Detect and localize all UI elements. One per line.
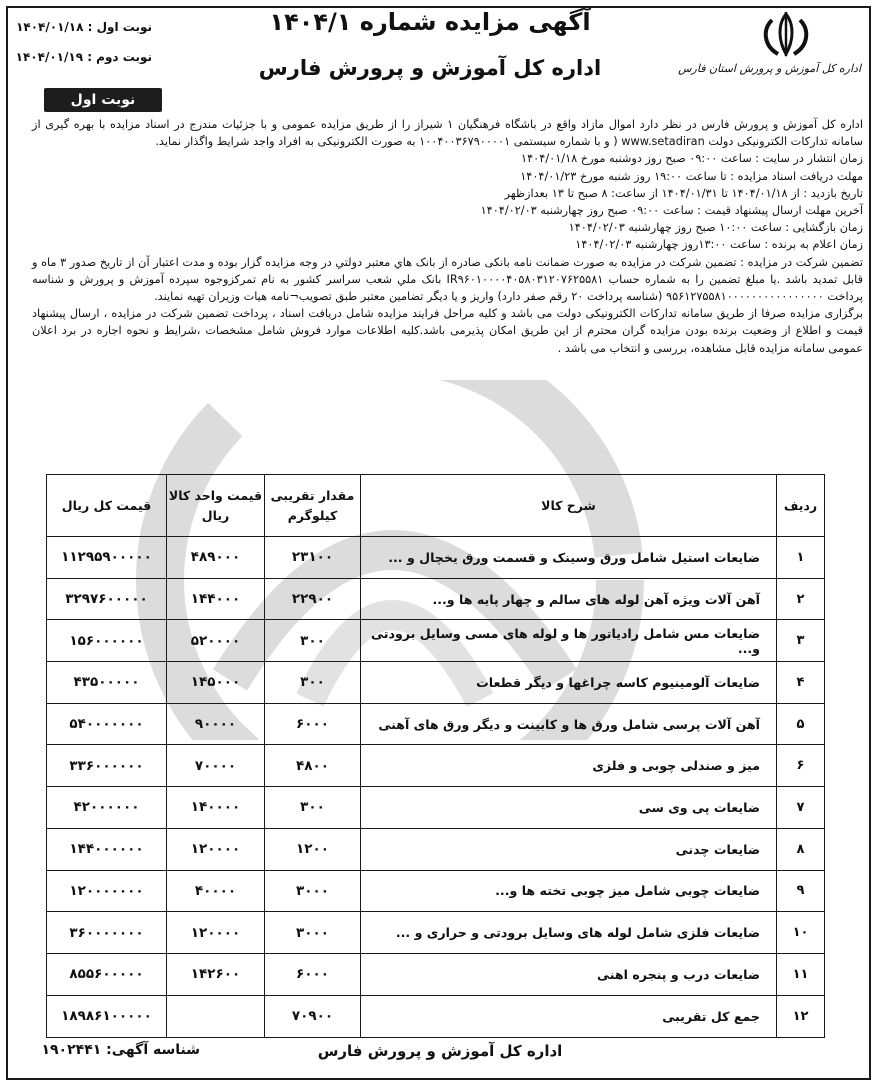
row-number-cell: ۴	[777, 662, 825, 704]
winner-announcement-line: زمان اعلام به برنده : ساعت ۱۳:۰۰روز چهارشنبه ۱۴۰۴/۰۲/۰۳	[575, 238, 863, 252]
row-number-cell: ۵	[777, 703, 825, 745]
unit-price-cell: ۱۴۵۰۰۰	[167, 662, 265, 704]
quantity-cell: ۱۲۰۰	[265, 828, 361, 870]
notice-title: آگهی مزایده شماره ۱۴۰۴/۱	[269, 8, 591, 36]
header-total-price: قیمت کل ریال	[47, 475, 167, 537]
row-number-cell: ۱۰	[777, 912, 825, 954]
description-cell: ضایعات چوبی شامل میز چوبی تخته ها و...	[361, 870, 777, 912]
description-cell: ضایعات استیل شامل ورق وسینک و قسمت ورق یخچال و ...	[361, 537, 777, 579]
total-price-cell: ۳۳۶۰۰۰۰۰۰	[47, 745, 167, 787]
visit-date-line: تاریخ بازدید : از ۱۴۰۴/۰۱/۱۸ تا ۱۴۰۴/۰۱/۳۱ از ساعت: ۸ صبح تا ۱۳ بعدازظهر	[504, 186, 863, 200]
table-row	[47, 537, 825, 579]
unit-price-cell	[167, 995, 265, 1037]
row-number-cell: ۱	[777, 537, 825, 579]
header-row-number: ردیف	[777, 475, 825, 537]
row-number-cell: ۱۱	[777, 953, 825, 995]
table-row	[47, 870, 825, 912]
turn-first-date: نوبت اول : ۱۴۰۴/۰۱/۱۸	[16, 20, 152, 34]
total-price-cell: ۱۵۶۰۰۰۰۰۰	[47, 620, 167, 662]
description-cell: ضایعات پی وی سی	[361, 787, 777, 829]
unit-price-cell: ۱۴۲۶۰۰	[167, 953, 265, 995]
table-row	[47, 953, 825, 995]
total-price-cell: ۵۴۰۰۰۰۰۰۰	[47, 703, 167, 745]
footer-organization: اداره کل آموزش و پرورش فارس	[317, 1042, 563, 1060]
unit-price-cell: ۱۲۰۰۰۰	[167, 828, 265, 870]
table-row	[47, 578, 825, 620]
row-number-cell: ۲	[777, 578, 825, 620]
description-cell: آهن آلات ویژه آهن لوله های سالم و چهار پایه ها و...	[361, 578, 777, 620]
row-number-cell: ۶	[777, 745, 825, 787]
table-row	[47, 787, 825, 829]
total-price-cell: ۴۲۰۰۰۰۰۰	[47, 787, 167, 829]
quantity-cell: ۲۳۱۰۰	[265, 537, 361, 579]
header-unit-price: قیمت واحد کالا ریال	[167, 475, 265, 537]
row-number-cell: ۷	[777, 787, 825, 829]
table-row	[47, 703, 825, 745]
row-number-cell: ۸	[777, 828, 825, 870]
total-price-cell: ۴۳۵۰۰۰۰۰	[47, 662, 167, 704]
description-cell: ضایعات آلومینیوم کاسه چراغها و دیگر قطعات	[361, 662, 777, 704]
quantity-cell: ۷۰۹۰۰	[265, 995, 361, 1037]
total-row	[47, 995, 825, 1037]
header-quantity: مقدار تقریبی کیلوگرم	[265, 475, 361, 537]
guarantee-paragraph: تضمین شرکت در مزایده : تضمین شرکت در مزایده به صورت ضمانت نامه بانکی صادره از بانک هاي معتبر دولتي در وجه مزایده گزار بوده و مدت اعتبار آن از تاریخ صدور ۳ ماه و قابل تمدید باشد .یا مبلغ تضمین را به شماره حساب IR۹۶۰۱۰۰۰۰۴۰۵۸۰۳۱۲۰۷۶۲۵۵۸۱ بانک ملي شعب سراسر کشور به نام تمرکزوجوه سپرده آموزش و پرورش و شناسه پرداخت ۹۵۶۱۲۷۵۵۸۱۰۰۰۰۰۰۰۰۰۰۰۰۰۰۰۰ (شناسه پرداخت ۲۰ رقم صفر دارد) واریز و یا دیگر تضامین معتبر طبق تصویب¬نامه هیات وزیران تهیه نمایند.	[32, 255, 863, 304]
unit-price-cell: ۹۰۰۰۰	[167, 703, 265, 745]
unit-price-cell: ۱۴۰۰۰۰	[167, 787, 265, 829]
quantity-cell: ۲۲۹۰۰	[265, 578, 361, 620]
description-cell: ضایعات فلزی شامل لوله های وسایل برودتی و حراری و ...	[361, 912, 777, 954]
quantity-cell: ۴۸۰۰	[265, 745, 361, 787]
table-row	[47, 745, 825, 787]
publish-time-line: زمان انتشار در سایت : ساعت ۰۹:۰۰ صبح روز دوشنبه مورخ ۱۴۰۴/۰۱/۱۸	[521, 152, 863, 166]
total-price-cell: ۱۲۰۰۰۰۰۰۰	[47, 870, 167, 912]
description-cell: ضایعات درب و پنجره اهنی	[361, 953, 777, 995]
table-header-row	[47, 475, 825, 537]
total-price-cell: ۳۲۹۷۶۰۰۰۰۰	[47, 578, 167, 620]
turn-badge: نوبت اول	[44, 88, 162, 112]
notice-body	[32, 116, 863, 357]
quantity-cell: ۳۰۰	[265, 662, 361, 704]
unit-price-cell: ۴۰۰۰۰	[167, 870, 265, 912]
quantity-cell: ۳۰۰۰	[265, 870, 361, 912]
unit-price-cell: ۷۰۰۰۰	[167, 745, 265, 787]
organization-title: اداره کل آموزش و پرورش فارس	[258, 56, 602, 80]
total-price-cell: ۱۴۴۰۰۰۰۰۰	[47, 828, 167, 870]
total-price-cell: ۳۶۰۰۰۰۰۰۰	[47, 912, 167, 954]
row-number-cell: ۳	[777, 620, 825, 662]
turn-second-date: نوبت دوم : ۱۴۰۴/۰۱/۱۹	[15, 50, 152, 64]
header-description: شرح کالا	[361, 475, 777, 537]
unit-price-cell: ۱۲۰۰۰۰	[167, 912, 265, 954]
iran-emblem-icon	[754, 10, 818, 58]
total-price-cell: ۱۱۲۹۵۹۰۰۰۰۰	[47, 537, 167, 579]
table-row	[47, 620, 825, 662]
document-deadline-line: مهلت دریافت اسناد مزایده : تا ساعت ۱۹:۰۰ روز شنبه مورخ ۱۴۰۴/۰۱/۲۳	[520, 169, 863, 183]
quantity-cell: ۳۰۰۰	[265, 912, 361, 954]
row-number-cell: ۹	[777, 870, 825, 912]
description-cell: میز و صندلی چوبی و فلزی	[361, 745, 777, 787]
ad-identifier: شناسه آگهی: ۱۹۰۲۴۴۱	[41, 1042, 200, 1058]
quantity-cell: ۶۰۰۰	[265, 703, 361, 745]
opening-time-line: زمان بازگشایی : ساعت ۱۰:۰۰ صبح روز چهارشنبه ۱۴۰۴/۰۲/۰۳	[568, 221, 863, 235]
publication-dates	[12, 12, 152, 72]
unit-price-cell: ۱۴۴۰۰۰	[167, 578, 265, 620]
quantity-cell: ۳۰۰	[265, 620, 361, 662]
table-row	[47, 828, 825, 870]
unit-price-cell: ۵۲۰۰۰۰	[167, 620, 265, 662]
table-row	[47, 912, 825, 954]
bid-deadline-line: آخرین مهلت ارسال پیشنهاد قیمت : ساعت ۰۹:۰۰ صبح روز چهارشنبه ۱۴۰۴/۰۲/۰۳	[480, 204, 863, 218]
header-emblem	[678, 10, 861, 90]
row-number-cell: ۱۲	[777, 995, 825, 1037]
description-cell: آهن آلات پرسی شامل ورق ها و کابینت و دیگر ورق های آهنی	[361, 703, 777, 745]
description-cell: ضایعات مس شامل رادیاتور ها و لوله های مسی وسایل برودتی و...	[361, 620, 777, 662]
table-row	[47, 662, 825, 704]
emblem-caption: اداره کل آموزش و پرورش استان فارس	[678, 62, 861, 75]
quantity-cell: ۶۰۰۰	[265, 953, 361, 995]
intro-paragraph: اداره کل آموزش و پرورش فارس در نظر دارد اموال مازاد واقع در باشگاه فرهنگیان ۱ شیراز را از طریق مزایده عمومی و با جزئیات مندرج در اسناد مزایده با بهره گیری از سامانه تدارکات الکترونیکی دولت www.setadiran ( و با شماره سیستمی ۱۰۰۴۰۰۳۶۷۹۰۰۰۰۱ به صورت الکترونیکی به افراد واجد شرایط واگذار نماید.	[32, 118, 863, 149]
total-price-cell: ۸۵۵۶۰۰۰۰۰	[47, 953, 167, 995]
process-paragraph: برگزاری مزایده صرفا از طریق سامانه تدارکات الکترونیکی دولت می باشد و کلیه مراحل فرایند مزایده شامل دریافت اسناد ، پرداخت تضمین شرکت در مزایده ، ارسال پیشنهاد قیمت و اطلاع از وضعیت برنده بودن مزایده گران محترم از این طریق امکان پذیرمی باشد.کلیه اطلاعات موارد فروش شامل مشخصات ،شرایط و نحوه اجاره در برد اعلان عمومی سامانه مزایده قابل مشاهده، بررسی و انتخاب می باشد .	[32, 307, 863, 355]
unit-price-cell: ۴۸۹۰۰۰	[167, 537, 265, 579]
total-price-cell: ۱۸۹۸۶۱۰۰۰۰۰	[47, 995, 167, 1037]
description-cell: ضایعات چدنی	[361, 828, 777, 870]
quantity-cell: ۳۰۰	[265, 787, 361, 829]
items-table	[46, 474, 825, 1038]
description-cell: جمع کل تقریبی	[361, 995, 777, 1037]
